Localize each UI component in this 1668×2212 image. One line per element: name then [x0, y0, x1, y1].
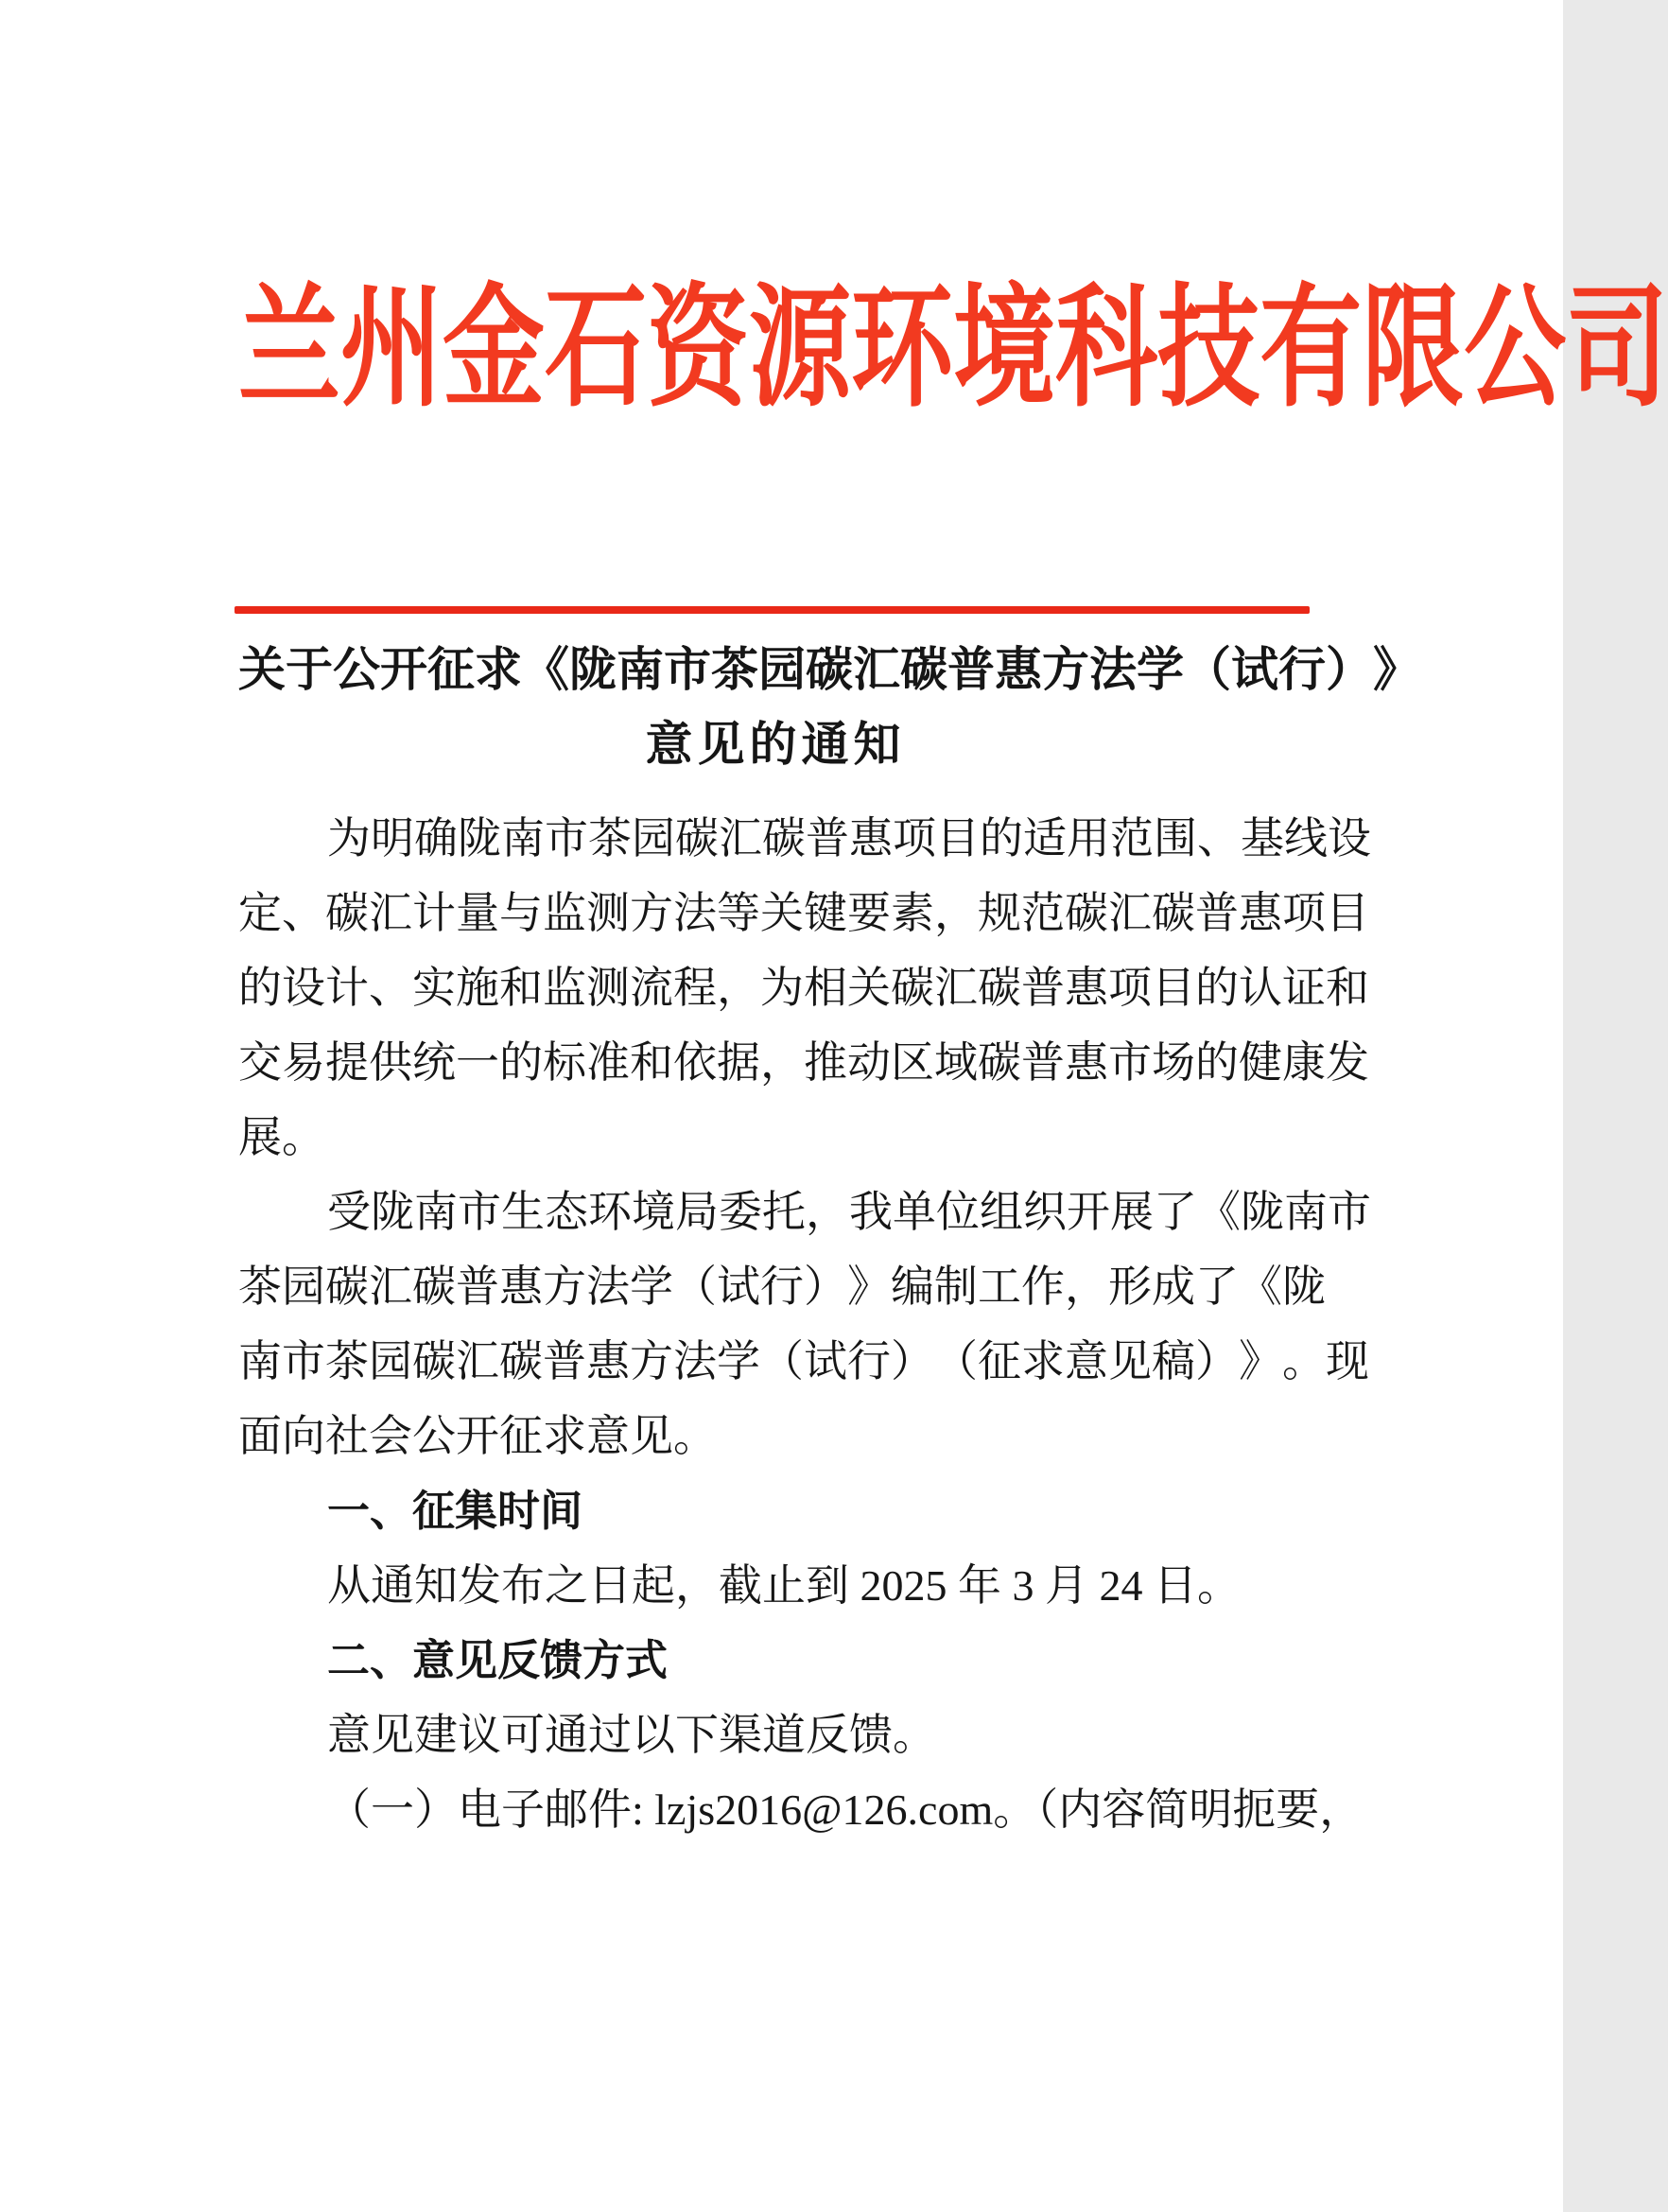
- body-line: 为 明 确 陇 南 市 茶 园 碳 汇 碳 普 惠 项 目 的 适 用 范 围 、 基 线 设: [327, 814, 1371, 862]
- section-heading: 二、意见反馈方式: [327, 1636, 669, 1684]
- document-title-line2: 意见的通知: [645, 718, 906, 771]
- letterhead-company-name: 兰 州 金 石 资 源 环 境 科 技 有 限 公 司: [238, 276, 1668, 424]
- body-line: （一）电子邮件: lzjs2016@126.com。（内容简明扼要，: [327, 1785, 1364, 1834]
- body-line: 定 、 碳 汇 计 量 与 监 测 方 法 等 关 键 要 素 ， 规 范 碳 汇 碳 普 惠 项 目: [238, 889, 1369, 937]
- document-title-line1: 关 于 公 开 征 求 《 陇 南 市 茶 园 碳 汇 碳 普 惠 方 法 学 （ 试 行 ） 》: [238, 643, 1420, 696]
- body-line: 从通知发布之日起，截止到 2025 年 3 月 24 日。: [327, 1561, 1241, 1610]
- body-line: 的 设 计 、 实 施 和 监 测 流 程 ， 为 相 关 碳 汇 碳 普 惠 项 目 的 认 证 和: [238, 964, 1369, 1012]
- document-body: [238, 801, 1371, 1847]
- body-line: 茶 园 碳 汇 碳 普 惠 方 法 学 （ 试 行 ） 》 编 制 工 作 ， 形 成 了 《 陇: [238, 1263, 1326, 1311]
- body-line: 交 易 提 供 统 一 的 标 准 和 依 据 ， 推 动 区 域 碳 普 惠 市 场 的 健 康 发: [238, 1038, 1369, 1087]
- body-line: 受 陇 南 市 生 态 环 境 局 委 托 ， 我 单 位 组 织 开 展 了 《 陇 南 市: [327, 1188, 1371, 1236]
- body-line: 南 市 茶 园 碳 汇 碳 普 惠 方 法 学 （ 试 行 ） （ 征 求 意 见 稿 ） 》 。 现: [238, 1337, 1369, 1385]
- body-line: 面向社会公开征求意见。: [238, 1412, 717, 1460]
- letterhead-divider: [235, 606, 1310, 614]
- body-line: 展。: [238, 1113, 325, 1161]
- body-line: 意见建议可通过以下渠道反馈。: [327, 1711, 936, 1759]
- section-heading: 一、征集时间: [327, 1487, 583, 1535]
